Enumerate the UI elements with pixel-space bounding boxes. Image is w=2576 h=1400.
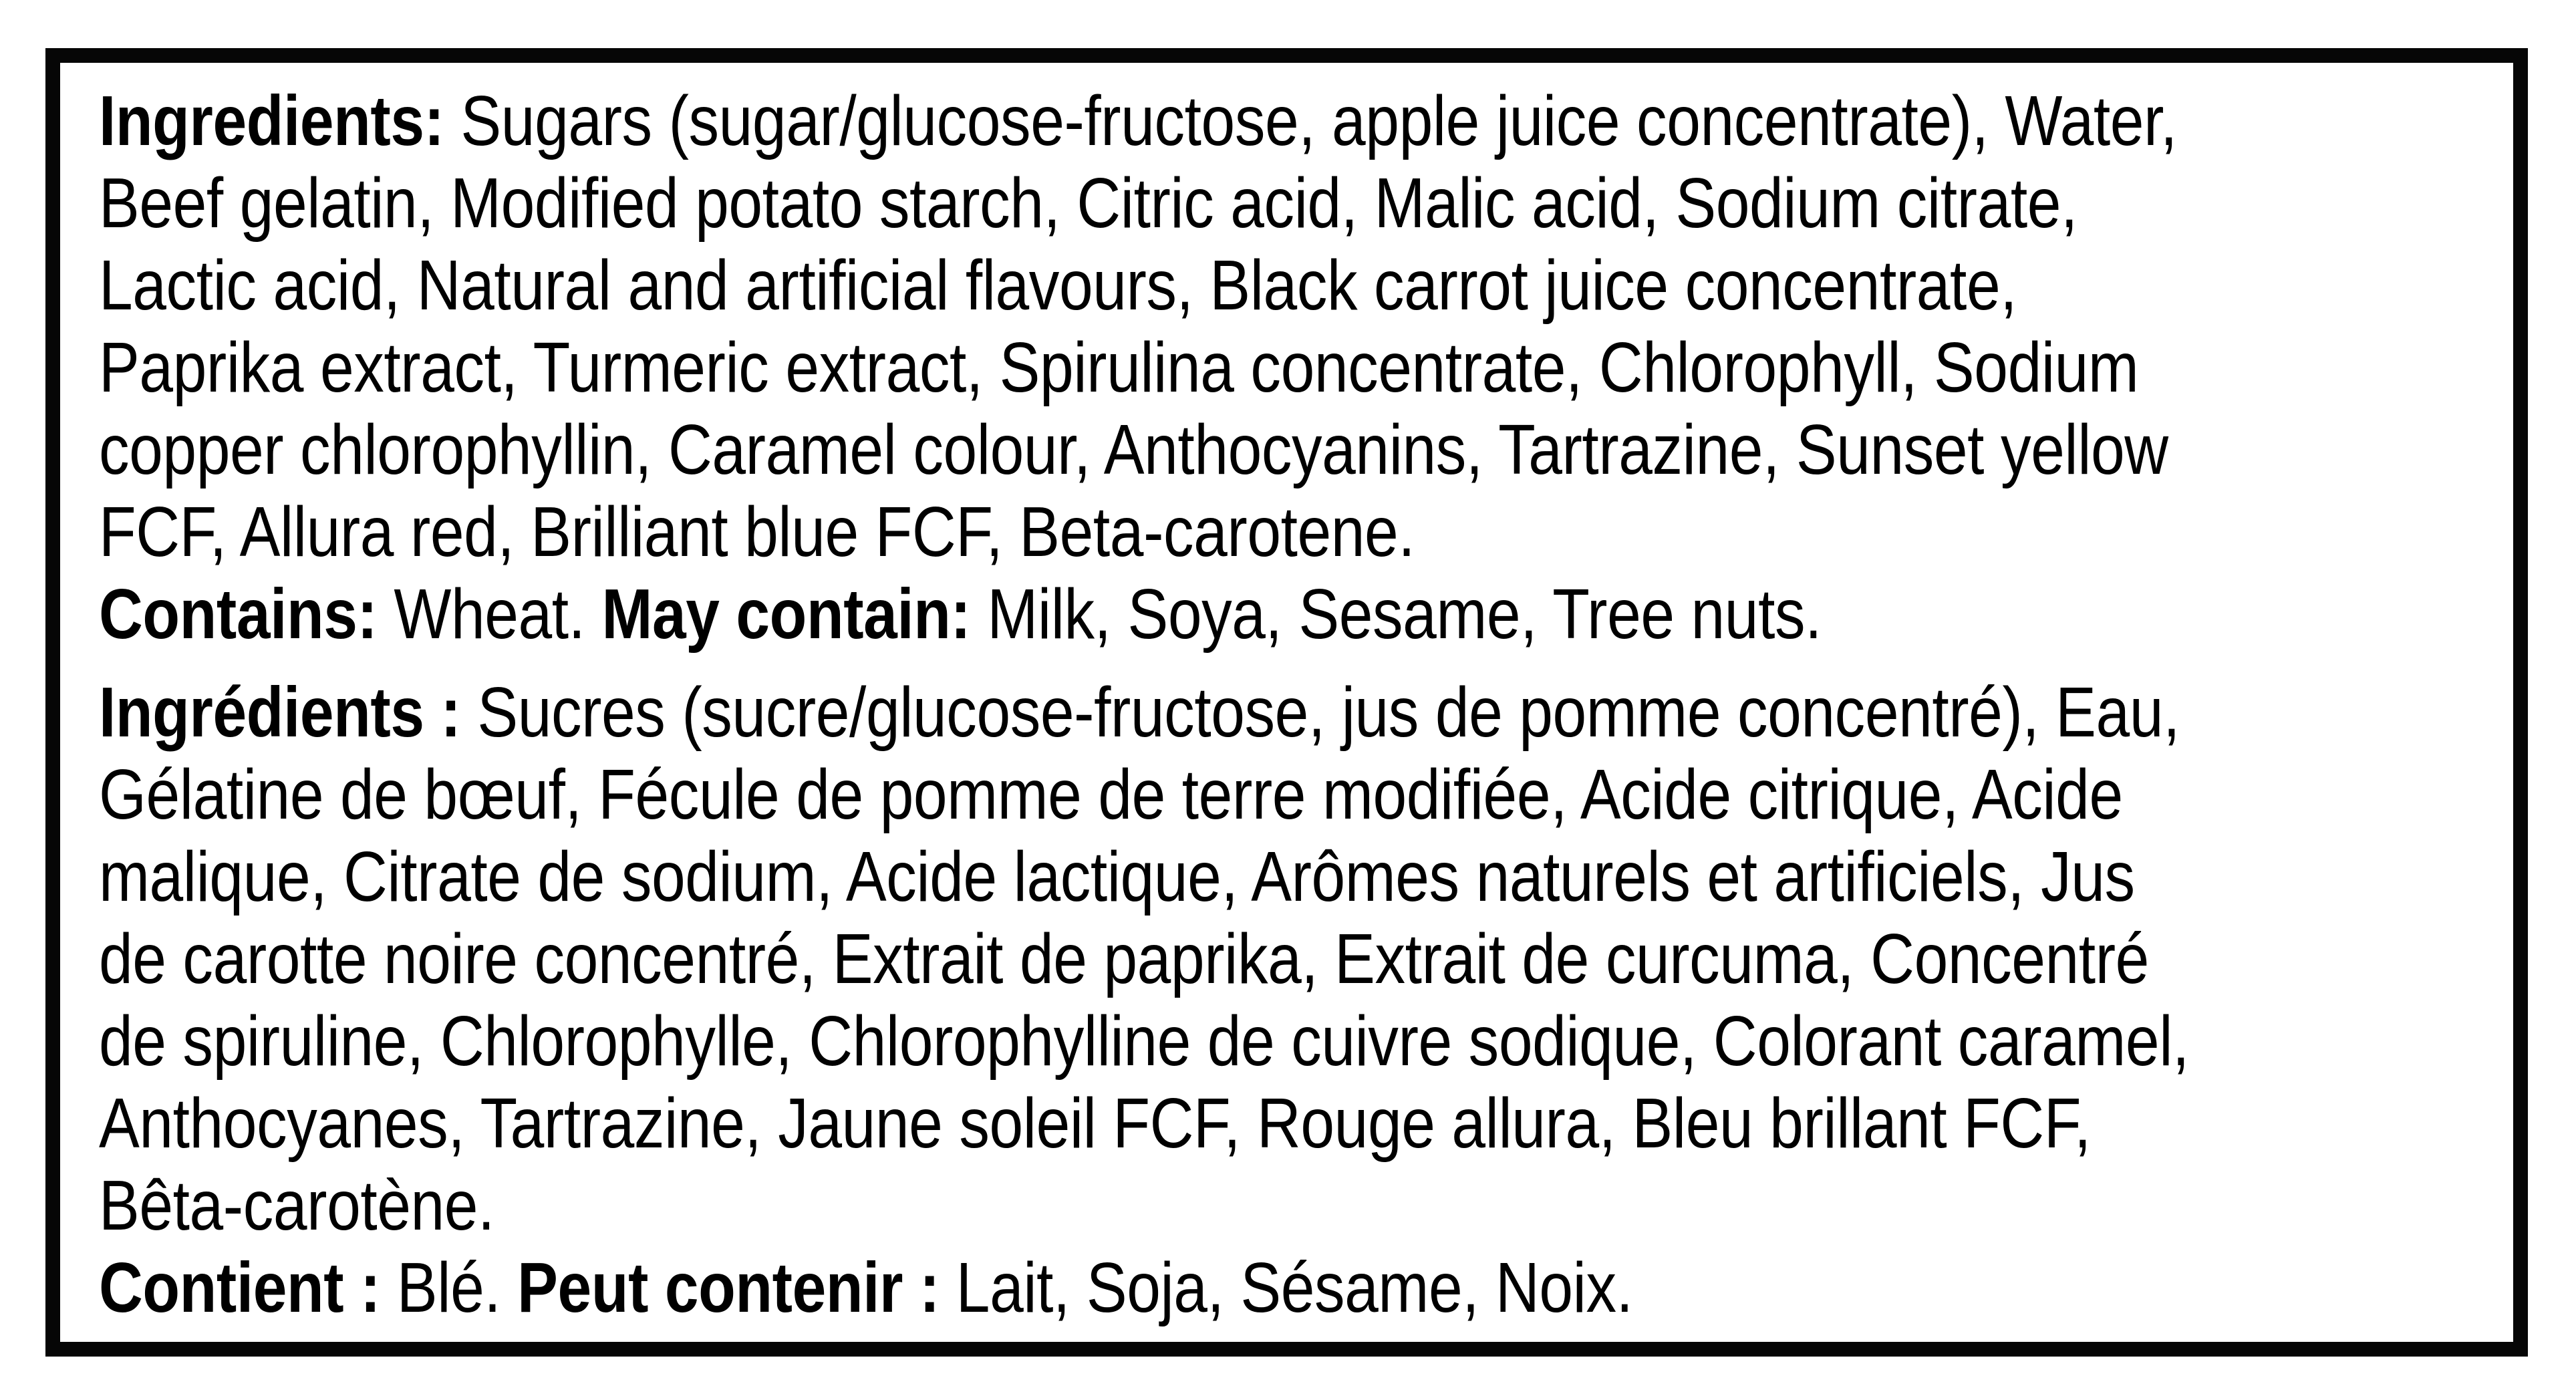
ingredients-section-english <box>99 80 2189 656</box>
allergen-line-french <box>99 1247 2189 1329</box>
label-text-block <box>99 80 2189 1329</box>
may-contain-heading-fr: Peut contenir : <box>517 1248 940 1327</box>
ingredients-section-french <box>99 672 2189 1329</box>
label-line: malique, Citrate de sodium, Acide lactique, Arômes naturels et artificiels, Jus <box>99 837 2135 916</box>
label-line <box>99 672 2189 754</box>
ingredients-heading-en: Ingredients: <box>99 82 444 160</box>
label-line: Beef gelatin, Modified potato starch, Citric acid, Malic acid, Sodium citrate, <box>99 164 2078 243</box>
line-text: Sugars (sugar/glucose-fructose, apple juice concentrate), Water, <box>444 82 2177 160</box>
label-line: copper chlorophyllin, Caramel colour, Anthocyanins, Tartrazine, Sunset yellow <box>99 410 2168 489</box>
contains-text: Blé. <box>380 1248 518 1327</box>
ingredients-heading-fr: Ingrédients : <box>99 673 461 752</box>
contains-text: Wheat. <box>377 575 602 654</box>
label-line: Paprika extract, Turmeric extract, Spirulina concentrate, Chlorophyll, Sodium <box>99 328 2139 407</box>
contains-heading-fr: Contient : <box>99 1248 381 1327</box>
label-line: FCF, Allura red, Brilliant blue FCF, Beta-carotene. <box>99 493 1415 571</box>
may-contain-text: Milk, Soya, Sesame, Tree nuts. <box>970 575 1822 654</box>
label-line: Anthocyanes, Tartrazine, Jaune soleil FCF, Rouge allura, Bleu brillant FCF, <box>99 1084 2091 1163</box>
may-contain-text: Lait, Soja, Sésame, Noix. <box>939 1248 1633 1327</box>
ingredients-label-frame <box>45 48 2528 1357</box>
may-contain-heading-en: May contain: <box>601 575 971 654</box>
allergen-line-english <box>99 573 2189 656</box>
label-line: Bêta-carotène. <box>99 1166 494 1245</box>
label-line: de carotte noire concentré, Extrait de paprika, Extrait de curcuma, Concentré <box>99 920 2149 998</box>
line-text: Sucres (sucre/glucose-fructose, jus de pomme concentré), Eau, <box>460 673 2180 752</box>
label-line <box>99 80 2189 162</box>
label-line: Gélatine de bœuf, Fécule de pomme de terre modifiée, Acide citrique, Acide <box>99 755 2123 834</box>
contains-heading-en: Contains: <box>99 575 378 654</box>
label-line: Lactic acid, Natural and artificial flavours, Black carrot juice concentrate, <box>99 246 2017 325</box>
label-line: de spiruline, Chlorophylle, Chlorophylline de cuivre sodique, Colorant caramel, <box>99 1002 2189 1081</box>
